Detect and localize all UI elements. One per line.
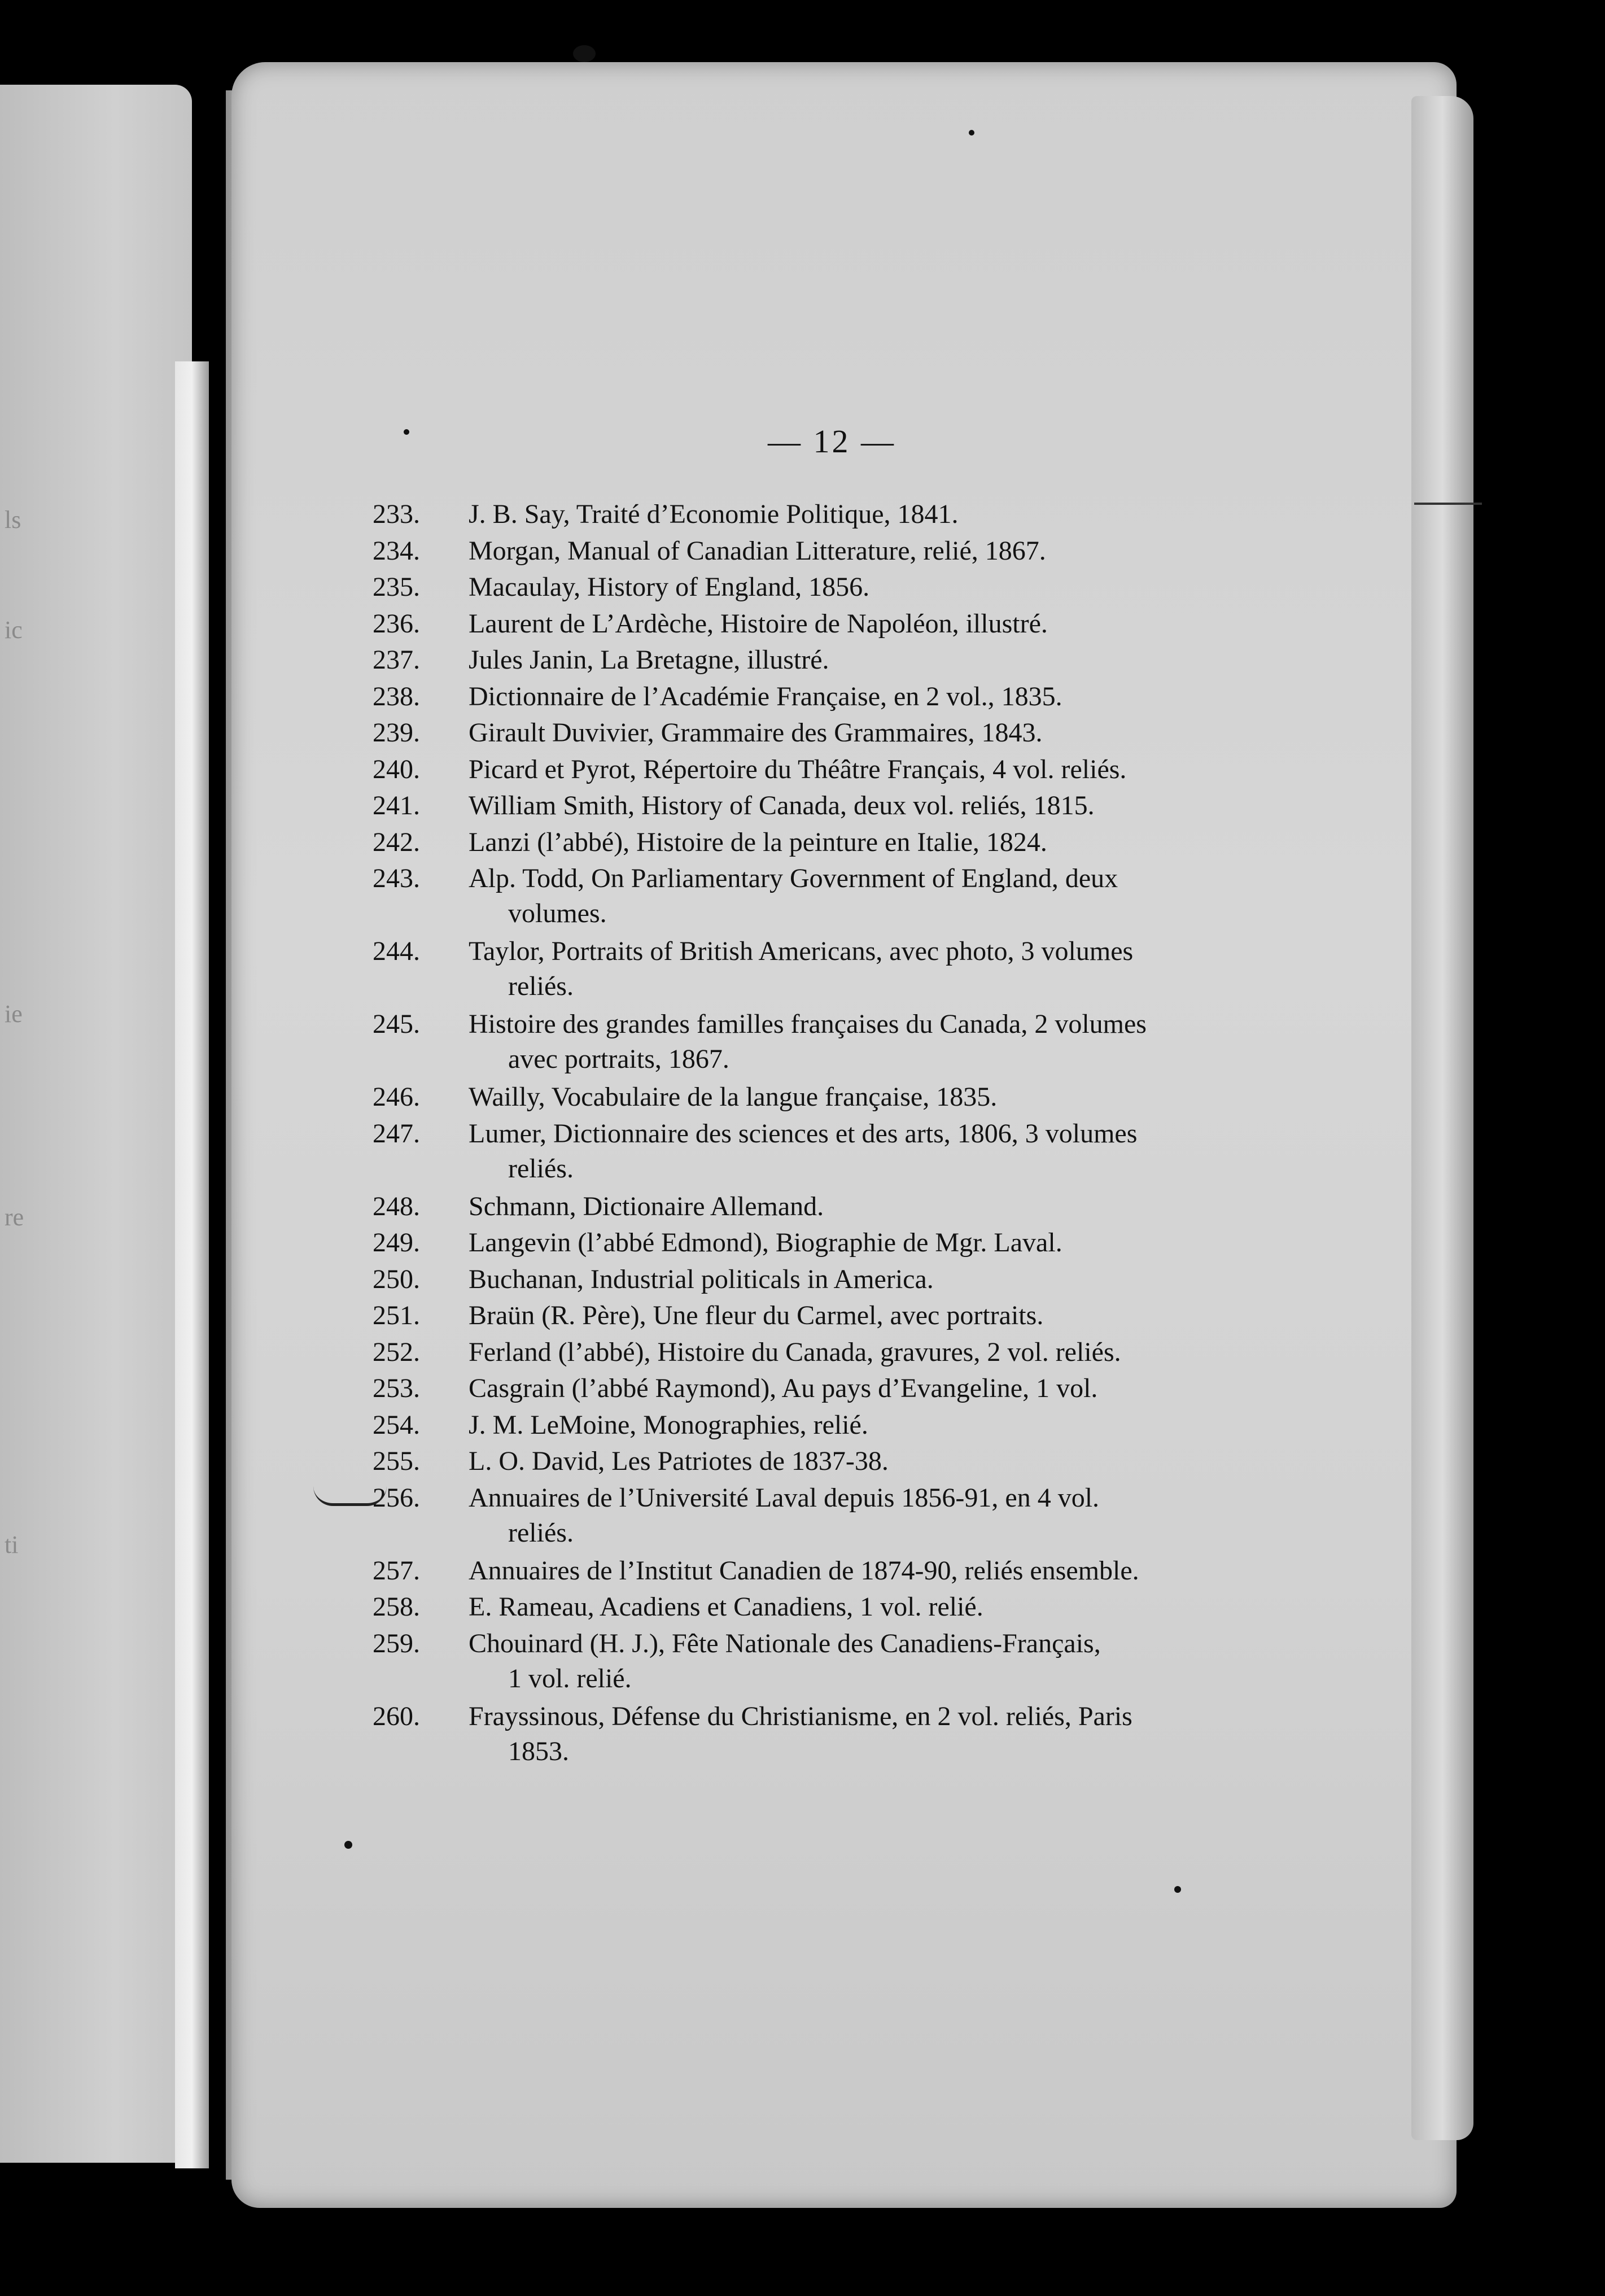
entry-text: Ferland (l’abbé), Histoire du Canada, gravures, 2 vol. reliés.: [469, 1337, 1121, 1367]
entry-number: 240.: [373, 754, 420, 784]
entry-number: 253.: [373, 1373, 420, 1403]
entry-text: Wailly, Vocabulaire de la langue française, 1835.: [469, 1082, 998, 1112]
entry-number: 236.: [373, 608, 420, 639]
dust-speck: [344, 1841, 352, 1849]
dust-speck: [404, 429, 409, 435]
entry-text: Lumer, Dictionnaire des sciences et des arts, 1806, 3 volumes: [469, 1118, 1138, 1149]
entry-text: J. B. Say, Traité d’Economie Politique, 1841.: [469, 499, 959, 529]
margin-tick-mark: [1414, 503, 1482, 505]
entry-text: Annuaires de l’Institut Canadien de 1874-90, reliés ensemble.: [469, 1555, 1139, 1586]
handwritten-margin-mark: [313, 1486, 387, 1506]
entry-number: 243.: [373, 863, 420, 893]
entry-continuation: 1853.: [508, 1736, 569, 1766]
left-page-mark: re: [5, 1203, 24, 1231]
entry-text: Frayssinous, Défense du Christianisme, en 2 vol. reliés, Paris: [469, 1701, 1132, 1731]
entry-text: Laurent de L’Ardèche, Histoire de Napoléon, illustré.: [469, 608, 1048, 639]
left-page-edge: [175, 361, 209, 2168]
entry-number: 239.: [373, 718, 420, 748]
left-page-mark: ls: [5, 506, 21, 534]
entry-text: Alp. Todd, On Parliamentary Government of England, deux: [469, 863, 1118, 893]
entry-text: J. M. LeMoine, Monographies, relié.: [469, 1409, 868, 1440]
entry-text: E. Rameau, Acadiens et Canadiens, 1 vol. relié.: [469, 1592, 983, 1622]
entry-text: Lanzi (l’abbé), Histoire de la peinture en Italie, 1824.: [469, 827, 1047, 857]
left-page-mark: ie: [5, 1000, 23, 1028]
entry-number: 250.: [373, 1264, 420, 1294]
entry-number: 256.: [373, 1482, 420, 1513]
entry-text: Langevin (l’abbé Edmond), Biographie de Mgr. Laval.: [469, 1228, 1062, 1258]
entry-number: 247.: [373, 1118, 420, 1149]
dust-speck: [1174, 1886, 1181, 1893]
entry-number: 244.: [373, 936, 420, 966]
entry-number: 260.: [373, 1701, 420, 1731]
entry-text: Histoire des grandes familles françaises du Canada, 2 volumes: [469, 1009, 1147, 1039]
entry-text: Braün (R. Père), Une fleur du Carmel, avec portraits.: [469, 1300, 1044, 1330]
entry-continuation: reliés.: [508, 971, 574, 1001]
entry-text: William Smith, History of Canada, deux vol. reliés, 1815.: [469, 791, 1095, 820]
entry-number: 258.: [373, 1592, 420, 1622]
page-right-edge: [1411, 96, 1473, 2140]
entry-number: 259.: [373, 1628, 420, 1658]
entry-text: Schmann, Dictionaire Allemand.: [469, 1191, 824, 1221]
entry-number: 254.: [373, 1409, 420, 1440]
entry-text: Picard et Pyrot, Répertoire du Théâtre Français, 4 vol. reliés.: [469, 754, 1127, 784]
entry-text: Chouinard (H. J.), Fête Nationale des Canadiens-Français,: [469, 1628, 1101, 1658]
entry-number: 252.: [373, 1337, 420, 1367]
entry-number: 246.: [373, 1082, 420, 1112]
entry-text: Annuaires de l’Université Laval depuis 1856-91, en 4 vol.: [469, 1482, 1100, 1513]
entry-text: Morgan, Manual of Canadian Litterature, relié, 1867.: [469, 535, 1046, 566]
entry-text: Jules Janin, La Bretagne, illustré.: [469, 645, 829, 675]
entry-text: Casgrain (l’abbé Raymond), Au pays d’Evangeline, 1 vol.: [469, 1373, 1098, 1403]
entry-number: 237.: [373, 645, 420, 675]
left-page-mark: ic: [5, 616, 23, 644]
entry-number: 242.: [373, 827, 420, 857]
entry-text: Taylor, Portraits of British Americans, avec photo, 3 volumes: [469, 936, 1134, 966]
entry-continuation: avec portraits, 1867.: [508, 1044, 729, 1074]
entry-number: 241.: [373, 791, 420, 820]
entry-continuation: reliés.: [508, 1517, 574, 1548]
left-page-fragment: [0, 85, 192, 2163]
entry-text: L. O. David, Les Patriotes de 1837-38.: [469, 1446, 889, 1476]
entry-text: Girault Duvivier, Grammaire des Grammaires, 1843.: [469, 718, 1043, 748]
entry-text: Macaulay, History of England, 1856.: [469, 572, 870, 602]
left-page-mark: ti: [5, 1531, 19, 1559]
entry-continuation: reliés.: [508, 1153, 574, 1184]
entry-number: 255.: [373, 1446, 420, 1476]
entry-number: 251.: [373, 1300, 420, 1330]
entry-text: Dictionnaire de l’Académie Française, en 2 vol., 1835.: [469, 681, 1062, 712]
entry-number: 235.: [373, 572, 420, 602]
entry-number: 248.: [373, 1191, 420, 1221]
entry-number: 257.: [373, 1555, 420, 1586]
entry-continuation: 1 vol. relié.: [508, 1663, 632, 1693]
dust-speck: [573, 45, 596, 62]
entry-text: Buchanan, Industrial politicals in America.: [469, 1264, 934, 1294]
entry-number: 238.: [373, 681, 420, 712]
entry-number: 234.: [373, 535, 420, 566]
entry-continuation: volumes.: [508, 898, 607, 928]
entry-number: 249.: [373, 1228, 420, 1258]
page-number: — 12 —: [768, 423, 896, 460]
dust-speck: [969, 130, 974, 136]
entry-number: 233.: [373, 499, 420, 529]
entry-number: 245.: [373, 1009, 420, 1039]
